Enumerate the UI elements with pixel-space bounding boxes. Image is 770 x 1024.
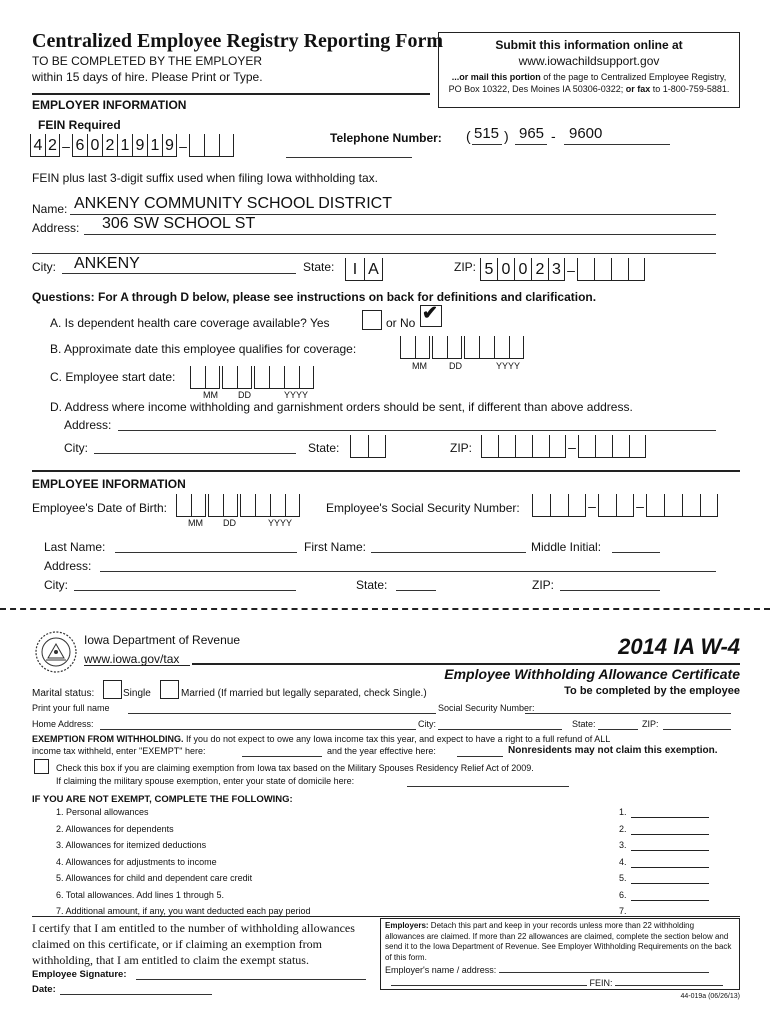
zip-dash: – [567, 262, 575, 278]
state-char[interactable]: I [345, 258, 364, 280]
allowance-input-line[interactable] [631, 900, 709, 901]
fein-digit[interactable]: 2 [45, 134, 60, 156]
w4-ssn-line [525, 713, 731, 714]
allowance-line-label: 1. Personal allowances [56, 807, 149, 817]
exemption-text: If you do not expect to owe any Iowa income tax this year, and expect to have a right to a full refund of ALL [183, 734, 611, 744]
telephone-label: Telephone Number: [330, 131, 442, 145]
w4-fein-label: FEIN: [589, 978, 613, 988]
exemption-line2a: income tax withheld, enter "EXEMPT" here: [32, 746, 206, 756]
employee-zip-label: ZIP: [532, 578, 555, 592]
employee-section-rule [32, 470, 740, 472]
completed-by: To be completed by the employee [564, 685, 740, 697]
phone-open-paren: ( [466, 128, 471, 144]
allowance-line-number: 7. [619, 906, 627, 916]
certify-rule [32, 916, 740, 917]
date-box[interactable] [400, 336, 415, 358]
military-line2: If claiming the military spouse exemption, enter your state of domicile here: [56, 776, 355, 786]
date-box[interactable] [190, 366, 205, 388]
ssn-box[interactable] [598, 494, 616, 516]
employers-note [385, 921, 735, 963]
employer-name-address [385, 965, 735, 975]
dd-label: DD [223, 518, 236, 528]
yyyy-label: YYYY [268, 518, 293, 528]
w4-title-rule [192, 663, 740, 665]
zip-box[interactable] [612, 435, 629, 457]
zip-box[interactable] [595, 435, 612, 457]
coverage-date-boxes[interactable] [400, 336, 524, 359]
form-number: 44-019a (06/26/13) [680, 993, 740, 1000]
ssn-box[interactable] [616, 494, 634, 516]
date-box[interactable] [432, 336, 447, 358]
phone-close-paren: ) [504, 128, 509, 144]
d-city-line [94, 453, 296, 454]
married-checkbox[interactable] [160, 680, 179, 699]
fein-suffix-digit[interactable] [219, 134, 234, 156]
w4-zip-label: ZIP: [642, 719, 659, 729]
allowance-line-label: 2. Allowances for dependents [56, 823, 174, 834]
iowa-seal-icon [34, 630, 78, 674]
zip-dash: – [568, 439, 576, 455]
start-date-boxes[interactable] [190, 366, 314, 389]
d-zip-boxes[interactable] [481, 435, 646, 458]
exemption-line2b: and the year effective here: [327, 746, 436, 756]
employee-city-line [74, 590, 296, 591]
dd-label: DD [238, 390, 251, 400]
allowance-input-line[interactable] [631, 834, 709, 835]
date-box[interactable] [415, 336, 430, 358]
ssn-box[interactable] [550, 494, 568, 516]
first-name-label: First Name: [304, 540, 367, 554]
state-label: State: [303, 260, 335, 274]
dept-website-line [84, 665, 190, 666]
allowance-line-number: 5. [619, 873, 627, 883]
zip-label: ZIP: [454, 260, 477, 274]
zip-digit[interactable]: 2 [531, 258, 548, 280]
date-box[interactable] [223, 494, 238, 516]
allowance-input-line[interactable] [631, 817, 709, 818]
date-box[interactable] [284, 366, 299, 388]
zip-ext-digit[interactable] [577, 258, 594, 280]
d-state-label: State: [308, 441, 340, 455]
exempt-line [242, 756, 322, 757]
exemption-line1 [32, 734, 610, 744]
employee-zip-line [560, 590, 660, 591]
detach-line [0, 608, 770, 610]
allowance-line-label: 7. Additional amount, if any, you want deducted each pay period [56, 906, 311, 916]
w4-state-line [598, 729, 638, 730]
ssn-box[interactable] [664, 494, 682, 516]
not-exempt-title: IF YOU ARE NOT EXEMPT, COMPLETE THE FOLLOWING: [32, 794, 293, 805]
single-label: Single [123, 688, 151, 699]
last-name-label: Last Name: [44, 540, 106, 554]
employer-name-line [499, 972, 709, 973]
phone-prefix[interactable]: 965 [519, 125, 545, 142]
allowance-input-line[interactable] [631, 867, 709, 868]
w4-ssn-label: Social Security Number: [438, 703, 535, 713]
mail-bold: ...or mail this portion [451, 72, 541, 82]
zip-digit[interactable]: 0 [497, 258, 514, 280]
date-box[interactable] [255, 494, 270, 516]
phone-line[interactable]: 9600 [569, 125, 603, 142]
allowance-line-label: 5. Allowances for child and dependent care credit [56, 873, 253, 883]
header-line1: TO BE COMPLETED BY THE EMPLOYER [32, 54, 263, 68]
military-checkbox[interactable] [34, 759, 49, 774]
employee-state-line [396, 590, 436, 591]
date-box[interactable] [270, 494, 285, 516]
zip-box[interactable] [481, 435, 498, 457]
fein-suffix-digit[interactable] [189, 134, 204, 156]
phone-area-line [472, 144, 502, 145]
employee-address-label: Address: [44, 559, 92, 573]
fein-digit[interactable]: 9 [162, 134, 177, 156]
date-box[interactable] [222, 366, 237, 388]
mm-label: MM [188, 518, 203, 528]
allowance-line-label: 3. Allowances for itemized deductions [56, 840, 207, 850]
fein-digit[interactable]: 9 [132, 134, 147, 156]
address-label: Address: [32, 221, 80, 235]
ssn-box[interactable] [682, 494, 700, 516]
home-address-line [100, 729, 416, 730]
date-label: Date: [32, 984, 56, 995]
submit-box [438, 32, 740, 108]
state-box[interactable] [350, 435, 368, 457]
city-line [62, 273, 296, 274]
employee-section-title: EMPLOYEE INFORMATION [32, 477, 186, 491]
ssn-boxes[interactable] [532, 494, 718, 517]
allowance-line-number: 2. [619, 823, 627, 834]
employers-box [380, 918, 740, 990]
yyyy-label: YYYY [496, 361, 521, 371]
fein-digit[interactable]: 1 [117, 134, 132, 156]
fax-bold: or fax [623, 84, 651, 94]
yyyy-label: YYYY [284, 390, 309, 400]
w4-fein-line [615, 985, 723, 986]
zip-digit[interactable]: 3 [548, 258, 565, 280]
question-d: D. Address where income withholding and garnishment orders should be sent, if different than above address. [50, 400, 633, 414]
exemption-bold: EXEMPTION FROM WITHHOLDING. [32, 734, 184, 744]
zip-box[interactable] [498, 435, 515, 457]
w4-subtitle: Employee Withholding Allowance Certificate [444, 666, 740, 682]
signature-label: Employee Signature: [32, 969, 127, 980]
question-a-no: or No [386, 316, 416, 330]
allowance-line-number: 6. [619, 889, 627, 900]
ssn-dash: – [636, 498, 644, 514]
fein-label: FEIN Required [38, 118, 121, 132]
question-a: A. Is dependent health care coverage available? Yes [50, 316, 330, 330]
dob-boxes[interactable] [176, 494, 300, 517]
ssn-box[interactable] [532, 494, 550, 516]
employer-name[interactable]: ANKENY COMMUNITY SCHOOL DISTRICT [74, 195, 392, 212]
employers-text: Detach this part and keep in your records unless more than 22 withholding allowances are claimed. If more than 22 allowances are claimed, complete the section below and send it to the Iowa Department of Revenue. See Employer Withholding Requirements on the back of this form. [385, 921, 732, 962]
zip-boxes[interactable] [480, 258, 645, 281]
w4-city-line [438, 729, 562, 730]
married-label: Married (If married but legally separated, check Single.) [181, 688, 427, 699]
phone-prefix-line [515, 144, 547, 145]
fein-digit[interactable]: 6 [72, 134, 87, 156]
phone-area[interactable]: 515 [474, 125, 500, 142]
zip-ext-digit[interactable] [594, 258, 611, 280]
date-box[interactable] [208, 494, 223, 516]
question-c: C. Employee start date: [50, 370, 176, 384]
fein-underline [286, 157, 412, 158]
fein-leading-line [391, 985, 587, 986]
d-state-boxes[interactable] [350, 435, 386, 458]
questions-header: Questions: For A through D below, please see instructions on back for definitions and clarification. [32, 290, 597, 304]
date-box[interactable] [509, 336, 524, 358]
zip-box[interactable] [515, 435, 532, 457]
employers-bold: Employers: [385, 921, 429, 930]
single-checkbox[interactable] [103, 680, 122, 699]
w4-form-title: 2014 IA W-4 [618, 634, 740, 659]
allowance-line-number: 3. [619, 840, 627, 850]
submit-title: Submit this information online at [495, 38, 683, 52]
d-address-line [118, 430, 716, 431]
date-box[interactable] [254, 366, 269, 388]
full-name-label: Print your full name [32, 703, 110, 713]
home-address-label: Home Address: [32, 719, 94, 729]
phone-line-underline [564, 144, 670, 145]
dd-label: DD [449, 361, 462, 371]
address-line-2 [32, 253, 716, 254]
state-char[interactable]: A [364, 258, 383, 280]
dob-label: Employee's Date of Birth: [32, 501, 168, 515]
yes-checkbox[interactable] [362, 310, 382, 330]
date-box[interactable] [447, 336, 462, 358]
employee-city-label: City: [44, 578, 68, 592]
form-title: Centralized Employee Registry Reporting Form [32, 30, 444, 52]
ssn-dash: – [588, 498, 596, 514]
employer-fein-row [385, 978, 735, 988]
signature-line [136, 979, 366, 980]
name-label: Name: [32, 202, 68, 216]
certify-text: I certify that I am entitled to the number of withholding allowances claimed on this certificate, or if claiming an exemption from withholding, that I am entitled to claim the exempt status. [32, 921, 355, 967]
date-box[interactable] [479, 336, 494, 358]
full-name-line [128, 713, 436, 714]
w4-zip-line [663, 729, 731, 730]
ssn-box[interactable] [568, 494, 586, 516]
employee-address-line [100, 571, 716, 572]
employer-city[interactable]: ANKENY [74, 255, 140, 272]
date-box[interactable] [285, 494, 300, 516]
fein-digit[interactable]: 4 [30, 134, 45, 156]
allowance-line-label: 6. Total allowances. Add lines 1 through 5. [56, 889, 224, 900]
allowance-line-label: 4. Allowances for adjustments to income [56, 856, 217, 867]
date-box[interactable] [464, 336, 479, 358]
date-box[interactable] [269, 366, 284, 388]
fein-digit[interactable]: 0 [87, 134, 102, 156]
header-rule [32, 93, 430, 95]
w4-city-label: City: [418, 719, 436, 729]
date-box[interactable] [237, 366, 252, 388]
domicile-line [407, 786, 569, 787]
middle-initial-label: Middle Initial: [531, 540, 602, 554]
fein-dash: – [179, 138, 187, 154]
zip-ext-digit[interactable] [611, 258, 628, 280]
date-box[interactable] [240, 494, 255, 516]
year-line [457, 756, 503, 757]
fein-boxes[interactable] [30, 134, 234, 157]
w4-state-label: State: [572, 719, 596, 729]
employer-address[interactable]: 306 SW SCHOOL ST [102, 215, 256, 232]
fein-digit[interactable]: 2 [102, 134, 117, 156]
date-box[interactable] [176, 494, 191, 516]
date-box[interactable] [205, 366, 220, 388]
ssn-label: Employee's Social Security Number: [326, 501, 520, 515]
fein-suffix-digit[interactable] [204, 134, 219, 156]
zip-ext-digit[interactable] [628, 258, 645, 280]
mm-label: MM [203, 390, 218, 400]
zip-digit[interactable]: 5 [480, 258, 497, 280]
fein-note: FEIN plus last 3-digit suffix used when filing Iowa withholding tax. [32, 171, 378, 185]
allowance-input-line[interactable] [631, 883, 709, 884]
marital-label: Marital status: [32, 688, 95, 699]
question-b: B. Approximate date this employee qualifies for coverage: [50, 342, 357, 356]
ssn-box[interactable] [646, 494, 664, 516]
allowance-input-line[interactable] [631, 850, 709, 851]
employer-name-label: Employer's name / address: [385, 965, 497, 975]
address-line [84, 234, 716, 235]
state-boxes[interactable] [345, 258, 383, 281]
d-address-label: Address: [64, 418, 112, 432]
phone-dash: - [551, 128, 556, 144]
check-mark-icon: ✔ [422, 303, 438, 324]
last-name-line [115, 552, 297, 553]
middle-initial-line [612, 552, 660, 553]
employee-state-label: State: [356, 578, 388, 592]
mail-text: of the page to Centralized Employee Registry, PO Box 10322, Des Moines IA 50306-0322; [448, 72, 727, 94]
date-line [60, 994, 212, 995]
fein-dash: – [62, 138, 70, 154]
d-zip-label: ZIP: [450, 441, 473, 455]
header-line2: within 15 days of hire. Please Print or Type. [32, 70, 263, 84]
dept-name: Iowa Department of Revenue [84, 633, 241, 647]
zip-box[interactable] [629, 435, 646, 457]
date-box[interactable] [191, 494, 206, 516]
allowance-line-number: 1. [619, 807, 627, 817]
allowance-line-number: 4. [619, 856, 627, 867]
date-box[interactable] [494, 336, 509, 358]
mm-label: MM [412, 361, 427, 371]
mail-instructions [439, 71, 739, 95]
dept-website[interactable]: www.iowa.gov/tax [84, 652, 180, 666]
military-line1: Check this box if you are claiming exemption from Iowa tax based on the Military Spouses Residency Relief Act of 2009. [56, 763, 534, 773]
submit-url[interactable]: www.iowachildsupport.gov [518, 54, 660, 68]
zip-box[interactable] [532, 435, 549, 457]
d-city-label: City: [64, 441, 88, 455]
fax-text: to 1-800-759-5881. [650, 84, 730, 94]
employer-section-title: EMPLOYER INFORMATION [32, 98, 187, 112]
date-box[interactable] [299, 366, 314, 388]
first-name-line [371, 552, 526, 553]
state-box[interactable] [368, 435, 386, 457]
city-label: City: [32, 260, 56, 274]
nonresidents-note: Nonresidents may not claim this exemption. [508, 745, 718, 756]
zip-digit[interactable]: 0 [514, 258, 531, 280]
zip-box[interactable] [578, 435, 595, 457]
fein-digit[interactable]: 1 [147, 134, 162, 156]
zip-box[interactable] [549, 435, 566, 457]
ssn-box[interactable] [700, 494, 718, 516]
